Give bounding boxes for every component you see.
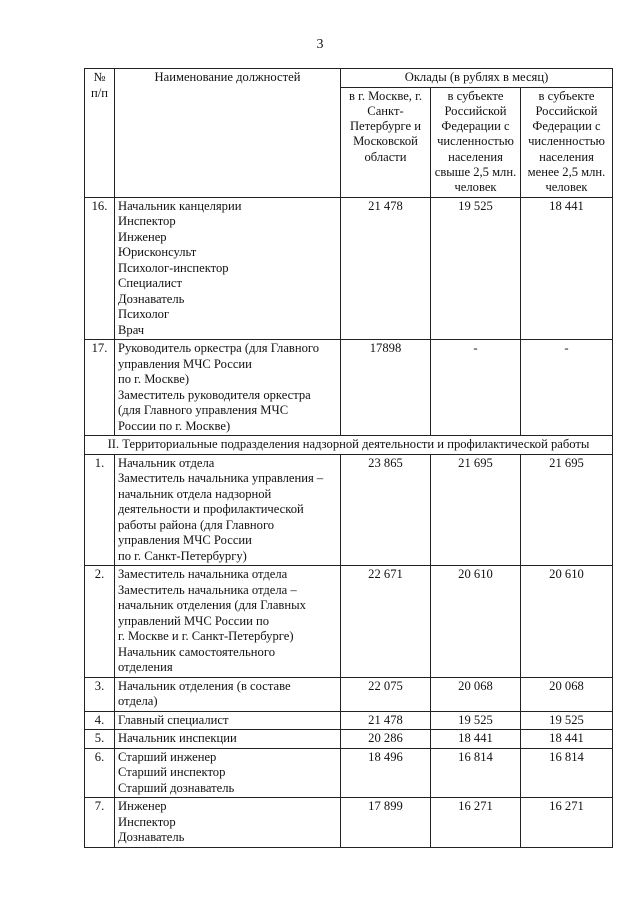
salary-over: 21 695 xyxy=(431,454,521,566)
position-name: Врач xyxy=(118,322,145,337)
position-names xyxy=(115,677,341,711)
header-row-top xyxy=(85,69,613,88)
position-name: Юрисконсульт xyxy=(118,245,197,260)
position-name: управлений МЧС России по xyxy=(118,613,270,628)
table-row xyxy=(85,197,613,340)
salary-moscow: 17898 xyxy=(341,340,431,436)
salary-moscow: 22 671 xyxy=(341,566,431,678)
position-name: Начальник самостоятельного xyxy=(118,644,275,659)
position-name: по г. Москве) xyxy=(118,372,190,387)
table-row xyxy=(85,748,613,798)
position-name: Заместитель начальника управления – xyxy=(118,471,324,486)
salary-under: - xyxy=(521,340,613,436)
salary-moscow: 17 899 xyxy=(341,798,431,848)
salary-over: 18 441 xyxy=(431,730,521,749)
salary-moscow: 21 478 xyxy=(341,197,431,340)
position-name: Инспектор xyxy=(118,214,176,229)
position-name: Специалист xyxy=(118,276,183,291)
section-title: II. Территориальные подразделения надзорной деятельности и профилактической работы xyxy=(85,436,613,455)
table-row xyxy=(85,340,613,436)
header-salaries: Оклады (в рублях в месяц) xyxy=(341,69,613,88)
position-name: Главный специалист xyxy=(118,712,229,727)
position-names xyxy=(115,197,341,340)
position-names xyxy=(115,454,341,566)
position-name: Заместитель начальника отдела xyxy=(118,567,288,582)
salary-moscow: 23 865 xyxy=(341,454,431,566)
row-number: 17. xyxy=(85,340,115,436)
header-col-over: в субъекте Российской Федерации с численностью населения свыше 2,5 млн. человек xyxy=(431,87,521,197)
position-names xyxy=(115,566,341,678)
position-name: Руководитель оркестра (для Главного xyxy=(118,341,320,356)
position-names xyxy=(115,340,341,436)
position-name: работы района (для Главного xyxy=(118,517,275,532)
position-name: Начальник инспекции xyxy=(118,731,237,746)
table-row xyxy=(85,730,613,749)
salary-under: 19 525 xyxy=(521,711,613,730)
position-name: Начальник отделения (в составе xyxy=(118,678,291,693)
salary-over: 20 068 xyxy=(431,677,521,711)
salary-under: 18 441 xyxy=(521,730,613,749)
position-name: Заместитель руководителя оркестра xyxy=(118,387,311,402)
salary-table xyxy=(84,68,613,848)
salary-under: 16 814 xyxy=(521,748,613,798)
position-name: Начальник канцелярии xyxy=(118,198,242,213)
table-row xyxy=(85,711,613,730)
position-name: Инженер xyxy=(118,229,167,244)
table-row xyxy=(85,566,613,678)
position-names xyxy=(115,730,341,749)
position-name: Дознаватель xyxy=(118,830,185,845)
salary-over: 19 525 xyxy=(431,197,521,340)
row-number: 7. xyxy=(85,798,115,848)
row-number: 16. xyxy=(85,197,115,340)
salary-over: 20 610 xyxy=(431,566,521,678)
position-name: отделения xyxy=(118,660,173,675)
table-row xyxy=(85,798,613,848)
row-number: 5. xyxy=(85,730,115,749)
salary-under: 20 068 xyxy=(521,677,613,711)
position-name: г. Москве и г. Санкт-Петербурге) xyxy=(118,629,294,644)
position-names xyxy=(115,711,341,730)
position-name: Старший инженер xyxy=(118,749,217,764)
salary-under: 20 610 xyxy=(521,566,613,678)
position-name: Дознаватель xyxy=(118,291,185,306)
page-number: 3 xyxy=(316,37,324,52)
position-name: начальник отделения (для Главных xyxy=(118,598,306,613)
salary-under: 21 695 xyxy=(521,454,613,566)
row-number: 2. xyxy=(85,566,115,678)
salary-moscow: 18 496 xyxy=(341,748,431,798)
position-name: управления МЧС России xyxy=(118,533,252,548)
salary-over: 16 814 xyxy=(431,748,521,798)
position-name: Заместитель начальника отдела – xyxy=(118,582,297,597)
salary-moscow: 20 286 xyxy=(341,730,431,749)
salary-over: 16 271 xyxy=(431,798,521,848)
position-name: Психолог-инспектор xyxy=(118,260,229,275)
position-name: отдела) xyxy=(118,694,158,709)
header-col-moscow: в г. Москве, г. Санкт-Петербурге и Московской области xyxy=(341,87,431,197)
row-number: 3. xyxy=(85,677,115,711)
position-name: Инженер xyxy=(118,799,167,814)
position-name: начальник отдела надзорной xyxy=(118,486,272,501)
table-row xyxy=(85,454,613,566)
salary-moscow: 22 075 xyxy=(341,677,431,711)
header-position-name: Наименование должностей xyxy=(115,69,341,198)
section-row xyxy=(85,436,613,455)
position-name: (для Главного управления МЧС xyxy=(118,403,289,418)
salary-moscow: 21 478 xyxy=(341,711,431,730)
salary-under: 18 441 xyxy=(521,197,613,340)
salary-over: 19 525 xyxy=(431,711,521,730)
position-name: Инспектор xyxy=(118,814,176,829)
position-name: России по г. Москве) xyxy=(118,418,231,433)
position-name: деятельности и профилактической xyxy=(118,502,304,517)
header-num: № п/п xyxy=(85,69,115,198)
position-names xyxy=(115,798,341,848)
salary-under: 16 271 xyxy=(521,798,613,848)
position-name: Старший инспектор xyxy=(118,765,226,780)
table-body xyxy=(85,197,613,847)
position-name: по г. Санкт-Петербургу) xyxy=(118,548,247,563)
table-row xyxy=(85,677,613,711)
position-name: управления МЧС России xyxy=(118,356,252,371)
salary-over: - xyxy=(431,340,521,436)
position-name: Психолог xyxy=(118,307,170,322)
row-number: 1. xyxy=(85,454,115,566)
position-name: Начальник отдела xyxy=(118,455,215,470)
position-name: Старший дознаватель xyxy=(118,780,235,795)
position-names xyxy=(115,748,341,798)
row-number: 4. xyxy=(85,711,115,730)
row-number: 6. xyxy=(85,748,115,798)
header-col-under: в субъекте Российской Федерации с численностью населения менее 2,5 млн. человек xyxy=(521,87,613,197)
